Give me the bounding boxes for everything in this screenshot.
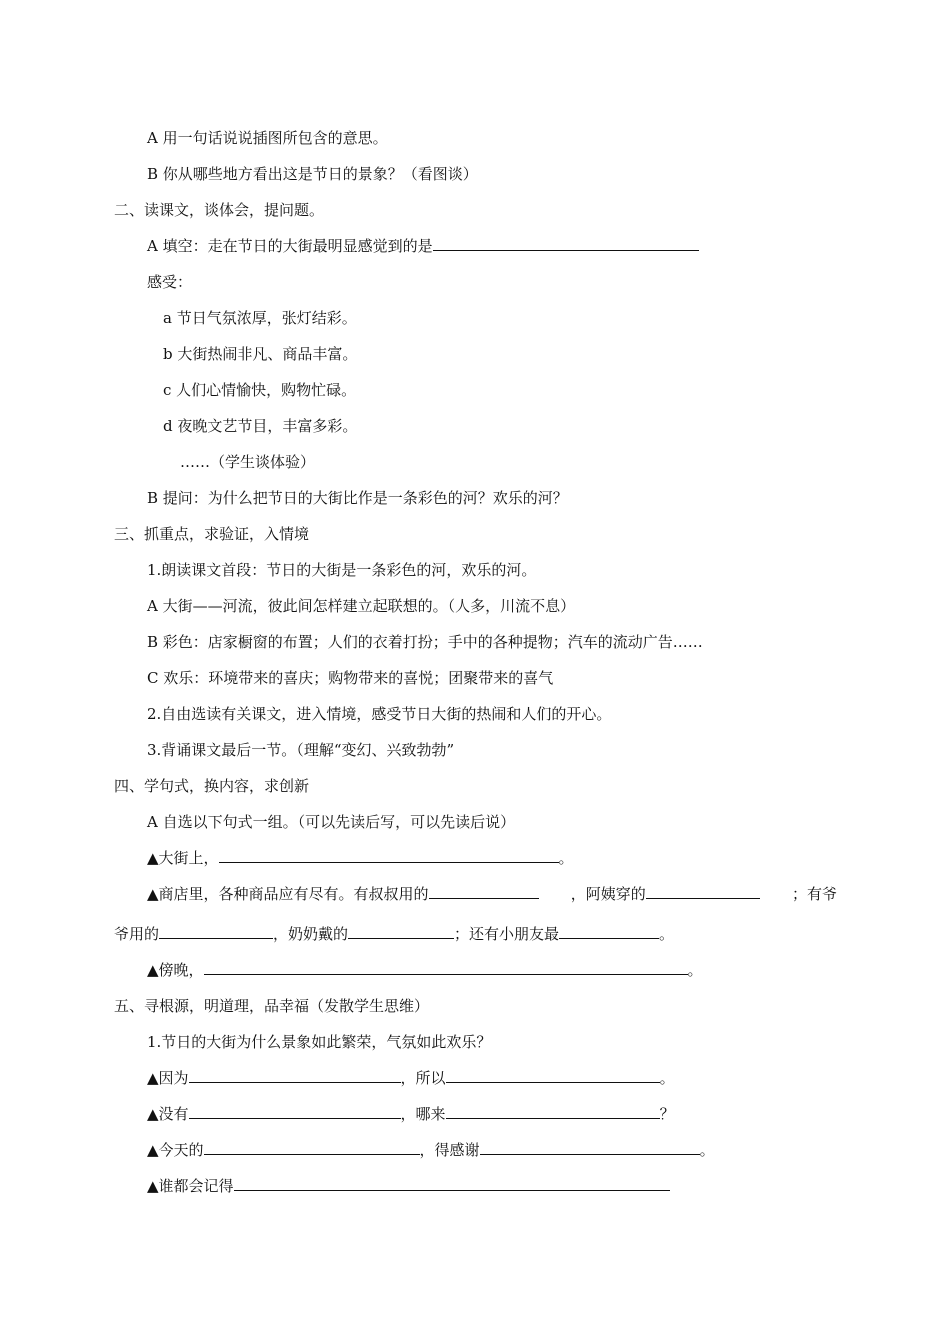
s5-text: ▲没有 bbox=[147, 1105, 189, 1123]
blank-line bbox=[646, 884, 760, 899]
blank-line bbox=[348, 924, 454, 939]
s5-because-line bbox=[147, 1068, 675, 1088]
question-mark: ？ bbox=[659, 1105, 675, 1123]
s4-shop-line bbox=[147, 884, 837, 904]
period: 。 bbox=[659, 1069, 675, 1087]
s3-point-3: 3.背诵课文最后一节。（理解“变幻、兴致勃勃” bbox=[147, 741, 455, 759]
blank-line bbox=[446, 1104, 660, 1119]
s5-point-1: 1.节日的大街为什么景象如此繁荣，气氛如此欢乐？ bbox=[147, 1033, 492, 1051]
s5-heading: 五、寻根源，明道理，品幸福（发散学生思维） bbox=[114, 997, 430, 1015]
s2-heading: 二、读课文，谈体会，提问题。 bbox=[114, 201, 325, 219]
blank-line bbox=[234, 1176, 670, 1191]
s5-without-line bbox=[147, 1104, 675, 1124]
blank-line bbox=[429, 884, 539, 899]
s5-text: ，得感谢 bbox=[419, 1141, 480, 1159]
blank-line bbox=[446, 1068, 660, 1083]
s2-item-a bbox=[147, 236, 699, 256]
blank-line bbox=[204, 1140, 420, 1155]
s4-street-line bbox=[147, 848, 574, 868]
s4-shop-text: ，阿姨穿的 bbox=[570, 885, 646, 903]
s4-shop-text: ；还有小朋友最 bbox=[454, 925, 560, 943]
s4-shop-part-2 bbox=[571, 884, 760, 904]
period: 。 bbox=[558, 849, 574, 867]
s3-item-b: B 彩色：店家橱窗的布置；人们的衣着打扮；手中的各种提物；汽车的流动广告…… bbox=[147, 633, 703, 651]
s5-text: ，所以 bbox=[400, 1069, 446, 1087]
s5-text: ，哪来 bbox=[400, 1105, 446, 1123]
s5-today-line bbox=[147, 1140, 715, 1160]
s5-text: ▲谁都会记得 bbox=[147, 1177, 234, 1195]
s4-evening-line bbox=[147, 960, 703, 980]
period: 。 bbox=[699, 1141, 715, 1159]
s2-item-b: B 提问：为什么把节日的大街比作是一条彩色的河？欢乐的河？ bbox=[147, 489, 568, 507]
s2-more: ……（学生谈体验） bbox=[180, 453, 316, 471]
s1-item-a: A 用一句话说说插图所包含的意思。 bbox=[147, 129, 388, 147]
s2-feel-label: 感受： bbox=[147, 273, 193, 291]
s5-who-line bbox=[147, 1176, 670, 1196]
s2-feel-item: a 节日气氛浓厚，张灯结彩。 bbox=[163, 309, 357, 327]
s4-item-a: A 自选以下句式一组。（可以先读后写，可以先读后说） bbox=[147, 813, 516, 831]
s4-heading: 四、学句式，换内容，求创新 bbox=[114, 777, 310, 795]
s4-shop-text: ▲商店里，各种商品应有尽有。有叔叔用的 bbox=[147, 885, 429, 903]
s4-shop-text: ，奶奶戴的 bbox=[273, 925, 349, 943]
period: 。 bbox=[687, 961, 703, 979]
blank-line bbox=[159, 924, 273, 939]
s3-item-a: A 大街——河流，彼此间怎样建立起联想的。（人多，川流不息） bbox=[147, 597, 576, 615]
s4-shop-text: 爷用的 bbox=[114, 925, 160, 943]
s3-point-1: 1.朗读课文首段：节日的大街是一条彩色的河，欢乐的河。 bbox=[147, 561, 537, 579]
blank-line bbox=[433, 236, 699, 251]
s5-text: ▲今天的 bbox=[147, 1141, 204, 1159]
blank-line bbox=[204, 960, 688, 975]
blank-line bbox=[219, 848, 559, 863]
blank-line bbox=[189, 1104, 401, 1119]
blank-line bbox=[189, 1068, 401, 1083]
s2-item-a-text: A 填空：走在节日的大街最明显感觉到的是 bbox=[147, 237, 433, 255]
s2-feel-item: b 大街热闹非凡、商品丰富。 bbox=[163, 345, 358, 363]
blank-line bbox=[480, 1140, 700, 1155]
s4-shop-part-1 bbox=[147, 884, 539, 904]
s4-shop-line-2 bbox=[114, 924, 674, 944]
s4-evening-text: ▲傍晚， bbox=[147, 961, 204, 979]
s5-text: ▲因为 bbox=[147, 1069, 189, 1087]
blank-line bbox=[559, 924, 659, 939]
s4-shop-text: ；有爷 bbox=[791, 885, 837, 903]
period: 。 bbox=[659, 925, 675, 943]
s3-item-c: C 欢乐：环境带来的喜庆；购物带来的喜悦；团聚带来的喜气 bbox=[147, 669, 554, 687]
s4-street-text: ▲大街上， bbox=[147, 849, 219, 867]
s1-item-b: B 你从哪些地方看出这是节日的景象？（看图谈） bbox=[147, 165, 478, 183]
s2-feel-item: d 夜晚文艺节目，丰富多彩。 bbox=[163, 417, 358, 435]
s2-feel-item: c 人们心情愉快，购物忙碌。 bbox=[163, 381, 357, 399]
s3-point-2: 2.自由选读有关课文，进入情境，感受节日大街的热闹和人们的开心。 bbox=[147, 705, 612, 723]
s3-heading: 三、抓重点，求验证，入情境 bbox=[114, 525, 310, 543]
